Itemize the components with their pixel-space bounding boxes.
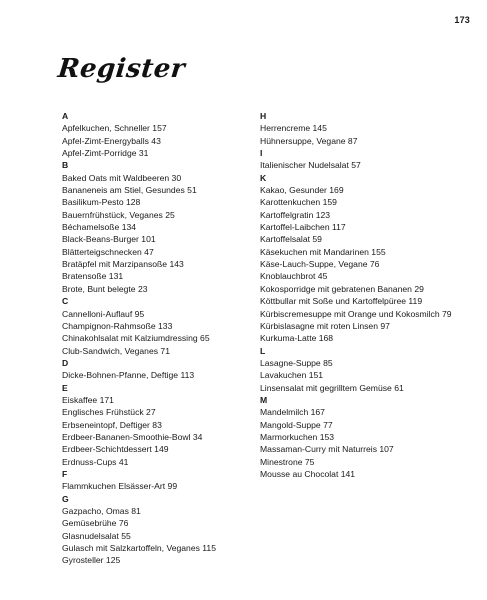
index-entry: Baked Oats mit Waldbeeren 30 <box>62 172 182 183</box>
index-entry: Apfelkuchen, Schneller 157 <box>62 123 167 134</box>
page-title: Register <box>56 54 187 84</box>
index-entry: Englisches Frühstück 27 <box>62 407 156 418</box>
index-entry: Dicke-Bohnen-Pfanne, Deftige 113 <box>62 370 195 381</box>
index-entry: Apfel-Zimt-Energyballs 43 <box>62 135 161 146</box>
index-letter-heading: E <box>62 382 68 393</box>
index-entry: Bratäpfel mit Marzipansoße 143 <box>62 259 184 270</box>
index-entry: Kartoffelsalat 59 <box>260 234 322 245</box>
index-entry: Käse-Lauch-Suppe, Vegane 76 <box>260 259 380 270</box>
index-entry: Mandelmilch 167 <box>260 407 325 418</box>
index-entry: Gyrosteller 125 <box>62 555 121 566</box>
index-letter-heading: M <box>260 394 268 405</box>
index-entry: Italienischer Nudelsalat 57 <box>260 160 361 171</box>
index-entry: Erdbeer-Bananen-Smoothie-Bowl 34 <box>62 431 203 442</box>
index-entry: Käsekuchen mit Mandarinen 155 <box>260 246 386 257</box>
index-entry: Kurkuma-Latte 168 <box>260 333 334 344</box>
index-entry: Gazpacho, Omas 81 <box>62 506 141 516</box>
index-letter-heading: D <box>62 357 69 368</box>
index-entry: Chinakohlsalat mit Kalziumdressing 65 <box>62 333 210 344</box>
index-entry: Karottenkuchen 159 <box>260 197 337 208</box>
index-entry: Erdnuss-Cups 41 <box>62 456 129 467</box>
index-entry: Knoblauchbrot 45 <box>260 271 328 282</box>
index-entry: Brote, Bunt belegte 23 <box>62 283 148 294</box>
index-entry: Mangold-Suppe 77 <box>260 419 333 430</box>
index-column-left <box>62 110 262 567</box>
index-letter-heading: I <box>260 148 263 159</box>
index-entry: Köttbullar mit Soße und Kartoffelpüree 119 <box>260 296 423 307</box>
index-entry: Massaman-Curry mit Naturreis 107 <box>260 444 394 455</box>
index-entry: Eiskaffee 171 <box>62 394 114 405</box>
index-letter-heading: K <box>260 172 267 183</box>
index-entry: Kokosporridge mit gebratenen Bananen 29 <box>260 283 424 294</box>
index-letter-heading: H <box>260 111 267 121</box>
index-entry: Erbseneintopf, Deftiger 83 <box>62 419 162 430</box>
index-entry: Bauernfrühstück, Veganes 25 <box>62 209 175 220</box>
index-entry: Flammkuchen Elsässer-Art 99 <box>62 481 178 492</box>
index-entry: Béchamelsoße 134 <box>62 222 137 233</box>
index-entry: Lavakuchen 151 <box>260 370 324 381</box>
index-entry: Basilikum-Pesto 128 <box>62 197 141 208</box>
index-entry: Bananeneis am Stiel, Gesundes 51 <box>62 185 197 196</box>
index-entry: Club-Sandwich, Veganes 71 <box>62 345 170 356</box>
index-entry: Cannelloni-Auflauf 95 <box>62 308 145 319</box>
index-entry: Minestrone 75 <box>260 456 315 467</box>
index-entry: Black-Beans-Burger 101 <box>62 234 156 245</box>
index-entry: Bratensoße 131 <box>62 271 124 282</box>
page-number: 173 <box>454 15 470 25</box>
index-column-right <box>260 110 475 480</box>
index-letter-heading: F <box>62 468 68 479</box>
index-entry: Champignon-Rahmsoße 133 <box>62 320 173 331</box>
index-entry: Kartoffel-Laibchen 117 <box>260 222 346 233</box>
index-entry: Kürbislasagne mit roten Linsen 97 <box>260 320 390 331</box>
index-entry: Lasagne-Suppe 85 <box>260 357 333 368</box>
index-entry: Hühnersuppe, Vegane 87 <box>260 135 358 146</box>
index-entry: Blätterteigschnecken 47 <box>62 246 154 257</box>
index-letter-heading: B <box>62 160 69 171</box>
index-entry: Linsensalat mit gegrilltem Gemüse 61 <box>260 382 404 393</box>
index-entry: Kartoffelgratin 123 <box>260 209 331 220</box>
index-letter-heading: A <box>62 111 69 121</box>
index-entry: Apfel-Zimt-Porridge 31 <box>62 148 149 159</box>
index-entry: Erdbeer-Schichtdessert 149 <box>62 444 169 455</box>
index-entry: Marmorkuchen 153 <box>260 431 335 442</box>
index-entry: Glasnudelsalat 55 <box>62 530 131 541</box>
index-entry: Kürbiscremesuppe mit Orange und Kokosmilch 79 <box>260 308 452 319</box>
index-letter-heading: G <box>62 493 69 504</box>
index-entry: Herrencreme 145 <box>260 123 327 134</box>
index-entry: Kakao, Gesunder 169 <box>260 185 344 196</box>
index-entry: Gulasch mit Salzkartoffeln, Veganes 115 <box>62 543 216 554</box>
index-entry: Mousse au Chocolat 141 <box>260 468 356 479</box>
index-letter-heading: L <box>260 345 266 356</box>
index-entry: Gemüsebrühe 76 <box>62 518 129 529</box>
index-letter-heading: C <box>62 296 69 307</box>
